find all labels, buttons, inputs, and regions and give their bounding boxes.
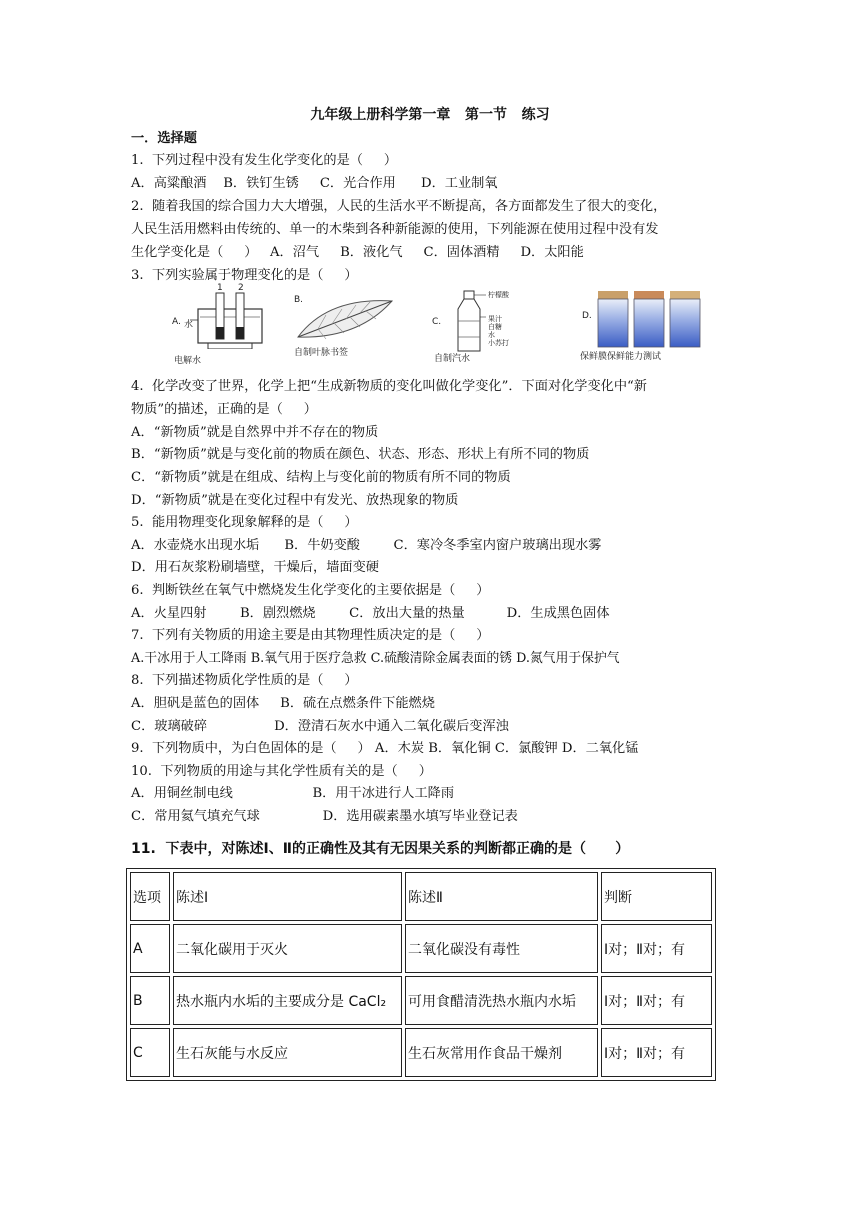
- text-line: 10. 下列物质的用途与其化学性质有关的是（ ）: [131, 764, 432, 779]
- text-line: 物质”的描述，正确的是（ ）: [131, 402, 317, 417]
- soda-label: 水: [488, 331, 495, 339]
- soda-label: 果汁: [488, 315, 502, 323]
- text-line: 1. 下列过程中没有发生化学变化的是（ ）: [131, 153, 398, 168]
- figure-letter: C.: [432, 317, 442, 327]
- text-line: 人民生活用燃料由传统的、单一的木柴到各种新能源的使用，下列能源在使用过程中没有发: [131, 222, 659, 237]
- figure-caption: 自制叶脉书签: [294, 348, 349, 358]
- leaf-icon: [288, 287, 398, 347]
- text-line: D．“新物质”就是在变化过程中有发光、放热现象的物质: [131, 493, 459, 508]
- text-line: 生化学变化是（ ） A．沼气 B．液化气 C．固体酒精 D．太阳能: [131, 245, 584, 260]
- table-cell: B: [130, 976, 170, 1025]
- figure-caption: 电解水: [174, 356, 202, 366]
- comparison-table: [126, 868, 716, 1081]
- text-line: A．胆矾是蓝色的固体 B．硫在点燃条件下能燃烧: [131, 696, 435, 711]
- table-header-cell: 判断: [601, 872, 712, 921]
- figure-letter: D.: [582, 311, 592, 321]
- figure-homemade-soda: [430, 287, 550, 363]
- tube-label: 1: [217, 283, 223, 293]
- figure-caption: 自制汽水: [434, 354, 471, 364]
- table-row: [130, 1028, 712, 1077]
- table-cell: Ⅰ对；Ⅱ对；有: [601, 1028, 712, 1077]
- cups-icon: [578, 287, 718, 351]
- table-header-cell: 选项: [130, 872, 170, 921]
- text-line: A．“新物质”就是自然界中并不存在的物质: [131, 425, 379, 440]
- question-3-figures: [168, 283, 728, 367]
- table-cell: 二氧化碳用于灭火: [173, 924, 402, 973]
- figure-electrolysis: [168, 283, 278, 366]
- text-line: A．高粱酿酒 B．铁钉生锈 C．光合作用 D．工业制氧: [131, 176, 498, 191]
- text-line: 6. 判断铁丝在氧气中燃烧发生化学变化的主要依据是（ ）: [131, 583, 490, 598]
- table-cell: Ⅰ对；Ⅱ对；有: [601, 924, 712, 973]
- figure-letter: B.: [294, 295, 304, 305]
- figure-caption: 保鲜膜保鲜能力测试: [580, 352, 662, 362]
- soda-label: 小苏打: [488, 339, 509, 347]
- table-row: [130, 976, 712, 1025]
- table-cell: C: [130, 1028, 170, 1077]
- text-line: A．用铜丝制电线 B．用干冰进行人工降雨: [131, 786, 455, 801]
- text-line: 9. 下列物质中，为白色固体的是（ ） A．木炭 B．氧化铜 C．氯酸钾 D．二氧化锰: [131, 741, 639, 756]
- text-line: 8. 下列描述物质化学性质的是（ ）: [131, 673, 358, 688]
- text-line: 5. 能用物理变化现象解释的是（ ）: [131, 515, 358, 530]
- table-cell: 生石灰能与水反应: [173, 1028, 402, 1077]
- text-line: A．火星四射 B．剧烈燃烧 C．放出大量的热量 D．生成黑色固体: [131, 606, 610, 621]
- page-title: 九年级上册科学第一章 第一节 练习: [310, 107, 550, 123]
- soda-label: 柠檬酸: [488, 291, 509, 299]
- table-cell: A: [130, 924, 170, 973]
- tube-label: 2: [238, 283, 244, 293]
- text-line: C．玻璃破碎 D．澄清石灰水中通入二氧化碳后变浑浊: [131, 719, 509, 734]
- question-11: 11. 下表中，对陈述Ⅰ、Ⅱ的正确性及其有无因果关系的判断都正确的是（ ）: [131, 841, 630, 857]
- table-cell: 热水瓶内水垢的主要成分是 CaCl₂: [173, 976, 402, 1025]
- text-line: 7. 下列有关物质的用途主要是由其物理性质决定的是（ ）: [131, 628, 490, 643]
- text-line: 3. 下列实验属于物理变化的是（ ）: [131, 268, 358, 283]
- table-header-cell: 陈述Ⅰ: [173, 872, 402, 921]
- table-header-cell: 陈述Ⅱ: [405, 872, 598, 921]
- text-line: C．常用氦气填充气球 D．选用碳素墨水填写毕业登记表: [131, 809, 518, 824]
- text-line: 4. 化学改变了世界，化学上把“生成新物质的变化叫做化学变化”．下面对化学变化中“新: [131, 379, 647, 394]
- figure-letter: A.: [172, 317, 181, 327]
- figure-plastic-wrap-test: [578, 287, 718, 363]
- table-row: [130, 924, 712, 973]
- text-line: B．“新物质”就是与变化前的物质在颜色、状态、形态、形状上有所不同的物质: [131, 447, 590, 462]
- text-line: A.干冰用于人工降雨 B.氧气用于医疗急救 C.硫酸清除金属表面的锈 D.氮气用于保护气: [131, 651, 620, 666]
- figure-leaf-bookmark: [288, 287, 398, 363]
- table-cell: 二氧化碳没有毒性: [405, 924, 598, 973]
- section-heading: 一．选择题: [131, 131, 197, 146]
- text-line: D．用石灰浆粉刷墙壁，干燥后，墙面变硬: [131, 560, 379, 575]
- table-cell: 生石灰常用作食品干燥剂: [405, 1028, 598, 1077]
- table-cell: Ⅰ对；Ⅱ对；有: [601, 976, 712, 1025]
- text-line: 2. 随着我国的综合国力大大增强，人民的生活水平不断提高，各方面都发生了很大的变化，: [131, 199, 667, 214]
- water-label: 水: [184, 320, 194, 330]
- table-cell: 可用食醋清洗热水瓶内水垢: [405, 976, 598, 1025]
- text-line: C．“新物质”就是在组成、结构上与变化前的物质有所不同的物质: [131, 470, 511, 485]
- text-line: A．水壶烧水出现水垢 B．牛奶变酸 C．寒冷冬季室内窗户玻璃出现水雾: [131, 538, 602, 553]
- soda-label: 白糖: [488, 323, 502, 331]
- table-header-row: [130, 872, 712, 921]
